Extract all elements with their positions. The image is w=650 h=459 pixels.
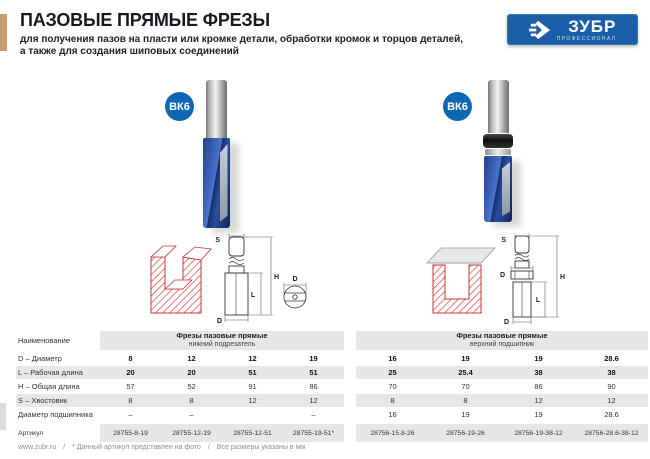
spec-cell: 12 [502, 394, 575, 407]
sku-cell: 28756-15.8-26 [356, 424, 429, 442]
spec-cell: 19 [309, 354, 318, 363]
spec-table [0, 331, 650, 443]
bit-shank [488, 80, 509, 133]
spec-cell: – [128, 410, 133, 419]
product-photo-left [196, 80, 236, 228]
bit-outline-drawing [511, 236, 533, 317]
spec-cell: – [189, 410, 194, 419]
spec-cell: 12 [187, 354, 196, 363]
spec-cell: 86 [309, 382, 318, 391]
row-sku: Артикул 28755-8-19 28755-12-19 28755-12-51 28755-19-51* 28756-15.8-26 28756-19-26 28756-19-38-12 28756-28.6-38-12 [16, 424, 650, 442]
groove-cross-section [151, 246, 211, 313]
spec-cell: 91 [248, 382, 257, 391]
spec-cell: 12 [222, 394, 283, 407]
row-shank: S – Хвостовик 8 8 12 12 8 8 12 12 [16, 394, 650, 407]
sku-cell: 28755-8-19 [100, 424, 161, 442]
dim-label-d: D [216, 318, 222, 325]
spec-cell: 19 [461, 354, 470, 363]
groove-cross-section [427, 248, 495, 313]
dim-label-d-face: D [292, 276, 298, 283]
group-title: Фрезы пазовые прямые [176, 331, 268, 341]
group-subtitle: верхний подшипник [469, 340, 535, 348]
bottom-face-view [284, 286, 306, 308]
name-column-header: Наименование [18, 336, 70, 345]
spec-cell: 70 [461, 382, 470, 391]
bit-outline-drawing [225, 237, 248, 315]
spec-cell: 19 [534, 410, 543, 419]
sku-cell: 28756-19-26 [429, 424, 502, 442]
bit-cutting-body [203, 138, 230, 228]
footer-separator: / [63, 444, 66, 451]
bit-shank [206, 80, 227, 138]
spec-cell: 28.6 [604, 410, 619, 419]
row-diameter: D – Диаметр 8 12 12 19 16 19 19 28.6 [16, 352, 650, 365]
dim-label-d-bottom: D [503, 319, 509, 325]
spec-cell: 8 [356, 394, 429, 407]
bit-bearing [483, 134, 513, 148]
diagram-groove-lower-cutter [143, 233, 318, 325]
spec-cell: 57 [126, 382, 135, 391]
table-header-row [16, 331, 650, 350]
spec-cell: 8 [128, 354, 133, 363]
footer-note-units: Все размеры указаны в мм [216, 444, 306, 451]
dim-label-s: S [215, 237, 220, 244]
spec-cell: 52 [187, 382, 196, 391]
sku-cell: 28756-28.6-38-12 [575, 424, 648, 442]
group-title: Фрезы пазовые прямые [456, 331, 548, 341]
group-header-left [100, 331, 344, 350]
spec-cell: 51 [222, 366, 283, 379]
spec-cell: 86 [534, 382, 543, 391]
spec-cell: 70 [388, 382, 397, 391]
row-bearing-diameter: Диаметр подшипника – – – 16 19 19 28.6 [16, 408, 650, 421]
diagram-groove-upper-bearing [425, 233, 600, 325]
spec-cell: 38 [575, 366, 648, 379]
site-url: www.zubr.ru [18, 444, 57, 451]
dim-label-l: L [250, 292, 256, 299]
spec-cell: 25 [356, 366, 429, 379]
footer-note-photo: * Данный артикул представлен на фото [72, 444, 201, 451]
spec-cell: 25.4 [429, 366, 502, 379]
spec-cell: 28.6 [604, 354, 619, 363]
spec-cell: 20 [161, 366, 222, 379]
dim-label-s: S [501, 237, 506, 244]
sku-cell: 28755-12-51 [222, 424, 283, 442]
page-footer [18, 444, 305, 451]
page-title: ПАЗОВЫЕ ПРЯМЫЕ ФРЕЗЫ [20, 10, 270, 30]
spec-cell: 38 [502, 366, 575, 379]
spec-cell: 20 [100, 366, 161, 379]
spec-cell: 16 [388, 410, 397, 419]
dim-label-d-top: D [499, 272, 505, 279]
row-total-length: H – Общая длина 57 52 91 86 70 70 86 90 [16, 380, 650, 393]
carbide-badge-right: ВК6 [443, 92, 472, 121]
carbide-badge-left: ВК6 [165, 92, 194, 121]
sku-cell: 28756-19-38-12 [502, 424, 575, 442]
group-header-right [356, 331, 648, 350]
logo-brand-text: ЗУБР [568, 16, 617, 36]
spec-cell: 90 [607, 382, 616, 391]
zubr-logo [507, 14, 638, 45]
spec-cell: 19 [534, 354, 543, 363]
product-photo-right [478, 80, 518, 222]
sku-cell: 28755-12-19 [161, 424, 222, 442]
spec-cell: 16 [388, 354, 397, 363]
spec-cell: 12 [283, 394, 344, 407]
footer-separator: / [207, 444, 210, 451]
spec-cell [222, 408, 283, 421]
logo-arrow-icon [529, 19, 551, 41]
subtitle-line-1: для получения пазов на пласти или кромке детали, обработки кромок и торцов деталей, [20, 34, 464, 45]
spec-cell: 12 [248, 354, 257, 363]
spec-cell: 51 [283, 366, 344, 379]
sku-cell: 28755-19-51* [283, 424, 344, 442]
dim-label-l: L [535, 297, 541, 304]
dim-label-h: H [274, 274, 280, 281]
spec-cell: – [311, 410, 316, 419]
spec-cell: 8 [161, 394, 222, 407]
subtitle-line-2: а также для создания шиповых соединений [20, 46, 239, 57]
page-edge-accent [0, 14, 7, 51]
bit-washer [485, 149, 511, 155]
spec-cell: 12 [575, 394, 648, 407]
page-subtitle [20, 34, 463, 58]
bit-cutting-body [484, 156, 512, 222]
spec-cell: 8 [100, 394, 161, 407]
logo-tagline-text: ПРОФЕССИОНАЛ [556, 35, 617, 42]
group-subtitle: нижний подрезатель [188, 340, 256, 348]
row-working-length: L – Рабочая длина 20 20 51 51 25 25.4 38 38 [16, 366, 650, 379]
spec-cell: 8 [429, 394, 502, 407]
spec-cell: 19 [461, 410, 470, 419]
dim-label-h: H [560, 274, 566, 281]
